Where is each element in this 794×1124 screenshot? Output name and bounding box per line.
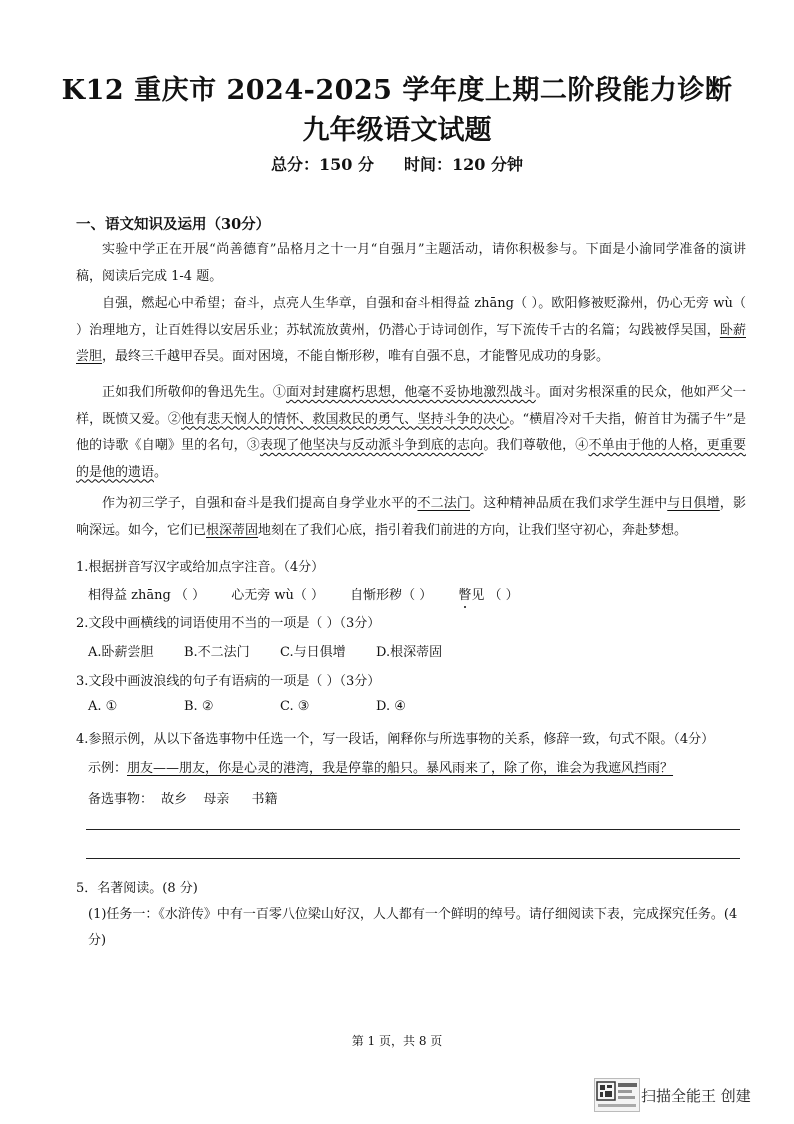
candidate-item: 母亲	[203, 792, 230, 807]
option-a: A. ①	[88, 699, 118, 714]
text-run: 。这种精神品质在我们求学生涯中	[470, 496, 668, 511]
passage-paragraph-1	[76, 291, 746, 371]
question-1-stem: 1.根据拼音写汉字或给加点字注音。（4分）	[76, 560, 325, 575]
pinyin-item-3: 自惭形秽（ ）	[350, 588, 433, 603]
pinyin-item-1: 相得益 zhāng （ ）	[88, 588, 206, 603]
question-3-stem: 3.文段中画波浪线的句子有语病的一项是（ ）（3分）	[76, 674, 381, 689]
section-heading: 一、语文知识及运用（30分）	[76, 216, 271, 233]
question-2-options	[88, 641, 472, 660]
question-5-task: (1)任务一：《水浒传》中有一百零八位梁山好汉，人人都有一个鲜明的绰号。请仔细阅读下表，完成探究任务。(4分)	[88, 907, 738, 948]
exam-time: 时间：120 分钟	[404, 155, 523, 174]
underlined-phrase: 根深蒂固	[206, 522, 259, 538]
text-run: ，最终三千越甲吞吴。面对困境，不能自惭形秽，唯有自强不息，才能瞥见成功的身影。	[102, 349, 610, 364]
candidate-item: 书籍	[251, 792, 278, 807]
total-score: 总分：150 分	[271, 155, 374, 174]
underlined-phrase: 不二法门	[417, 496, 471, 511]
watermark-text: 扫描全能王 创建	[641, 1087, 751, 1105]
page-footer: 第 1 页，共 8 页	[351, 1034, 443, 1048]
option-d: D.根深蒂固	[376, 645, 443, 660]
exam-subtitle: 九年级语文试题	[302, 115, 492, 146]
option-b: B. ②	[184, 699, 214, 714]
option-c: C. ③	[280, 699, 310, 714]
text-run: 作为初三学子，自强和奋斗是我们提高自身学业水平的	[102, 496, 418, 511]
dotted-character: 瞥	[458, 584, 471, 603]
text-run: ，影响深远。如今，它们已	[76, 496, 746, 538]
text-run: 。面对劣根深重的民众，他如严父一样，既愤又爱。②	[76, 385, 746, 427]
question-2-stem: 2.文段中画横线的词语使用不当的一项是（ ）（3分）	[76, 616, 381, 631]
pinyin-item-4	[458, 584, 518, 603]
example-text: 朋友——朋友，你是心灵的港湾，我是停靠的船只。暴风雨来了，除了你，谁会为我遮风挡雨？	[127, 761, 674, 776]
pinyin-item-4-rest: 见 （ ）	[471, 588, 519, 603]
question-1-items	[88, 584, 541, 603]
candidate-item: 故乡	[161, 792, 188, 807]
underlined-phrase: 与日俱增	[667, 496, 720, 511]
question-4-candidates	[88, 788, 277, 807]
passage-paragraph-2	[76, 380, 746, 486]
option-a: A.卧薪尝胆	[88, 645, 154, 660]
passage-paragraph-3	[76, 491, 746, 544]
text-run: 正如我们所敬仰的鲁迅先生。①	[102, 385, 287, 400]
wavy-sentence-4: 不单由于他的人格，更重要的是他的遗语	[76, 438, 746, 480]
text-run: 。我们尊敬他，④	[483, 438, 589, 453]
underlined-phrase: 卧薪尝胆	[76, 322, 746, 364]
wavy-sentence-3: 表现了他坚决与反动派斗争到底的志向	[259, 438, 484, 453]
pinyin-item-2: 心无旁 wù（ ）	[231, 588, 324, 603]
text-run: 。“横眉冷对千夫指，俯首甘为孺子牛”是他的诗歌《自嘲》里的名句，③	[76, 411, 746, 453]
exam-title: K12 重庆市 2024-2025 学年度上期二阶段能力诊断	[61, 75, 733, 106]
question-4-example	[88, 757, 673, 776]
option-b: B.不二法门	[184, 645, 250, 660]
question-3-options	[88, 699, 472, 714]
scanner-watermark	[594, 1078, 784, 1114]
question-4-stem: 4.参照示例，从以下备选事物中任选一个，写一段话，阐释你与所选事物的关系，修辞一致，句式不限。（4分）	[76, 732, 715, 747]
answer-line-2	[86, 858, 740, 859]
option-d: D. ④	[376, 699, 406, 714]
intro-paragraph: 实验中学正在开展“尚善德育”品格月之十一月“自强月”主题活动，请你积极参与。下面是小渝同学准备的演讲稿，阅读后完成 1-4 题。	[76, 242, 746, 284]
option-c: C.与日俱增	[280, 645, 346, 660]
text-run: 自强，燃起心中希望；奋斗，点亮人生华章，自强和奋斗相得益 zhāng（ ）。欧阳修被贬滁州，仍心无旁 wù（ ）治理地方，让百姓得以安居乐业；苏轼流放黄州，仍潜心于诗词创作，写下流传千古的名篇；勾践被俘吴国，	[76, 296, 746, 338]
candidates-label: 备选事物：	[88, 792, 154, 807]
question-5-stem: 5．名著阅读。(8 分)	[76, 881, 198, 896]
scanner-logo-icon	[594, 1078, 640, 1112]
wavy-sentence-2: 他有悲天悯人的情怀、救国救民的勇气、坚持斗争的决心	[181, 411, 510, 427]
exam-meta	[0, 152, 794, 175]
text-run: 地刻在了我们心底，指引着我们前进的方向，让我们坚守初心，奔赴梦想。	[258, 522, 688, 538]
answer-line-1	[86, 829, 740, 830]
text-run: 。	[154, 464, 168, 480]
wavy-sentence-1: 面对封建腐朽思想，他毫不妥协地激烈战斗	[286, 385, 536, 400]
example-label: 示例：	[88, 761, 128, 776]
